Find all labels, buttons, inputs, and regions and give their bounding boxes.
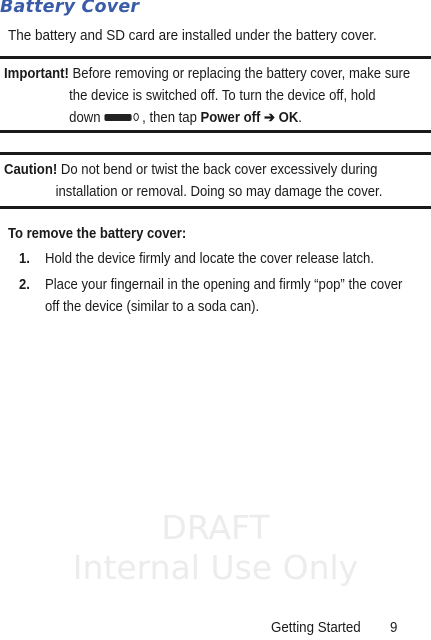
step-item bbox=[0, 274, 431, 318]
divider-mid-1 bbox=[0, 130, 431, 133]
draft-watermark bbox=[0, 508, 431, 588]
footer-page-number: 9 bbox=[390, 620, 398, 636]
footer-section: Getting Started bbox=[271, 620, 361, 636]
intro-paragraph: The battery and SD card are installed under the battery cover. bbox=[8, 28, 377, 44]
watermark-line-2: Internal Use Only bbox=[72, 548, 359, 587]
step-text: off the device (similar to a soda can). bbox=[45, 299, 260, 315]
arrow-symbol: ➔ bbox=[260, 110, 279, 126]
step-item bbox=[0, 248, 431, 270]
step-text: Place your fingernail in the opening and firmly “pop” the cover bbox=[45, 277, 403, 293]
important-line-2: the device is switched off. To turn the device off, hold bbox=[69, 88, 376, 104]
divider-bottom bbox=[0, 206, 431, 209]
important-label: Important! bbox=[4, 66, 69, 82]
period: . bbox=[298, 110, 302, 126]
important-line-1: Before removing or replacing the battery cover, make sure bbox=[68, 66, 411, 82]
procedure-heading: To remove the battery cover: bbox=[8, 226, 187, 242]
step-number: 2. bbox=[19, 277, 30, 293]
caution-label: Caution! bbox=[4, 162, 58, 178]
power-off-label: Power off bbox=[200, 110, 261, 126]
ok-label: OK bbox=[278, 110, 299, 126]
watermark-line-1: DRAFT bbox=[161, 508, 270, 547]
important-note bbox=[4, 63, 420, 129]
page-title: Battery Cover bbox=[0, 0, 140, 17]
divider-mid-2 bbox=[0, 152, 431, 155]
divider-top bbox=[0, 56, 431, 59]
caution-line-1: Do not bend or twist the back cover excessively during bbox=[57, 162, 378, 178]
caution-line-2: installation or removal. Doing so may damage the cover. bbox=[55, 184, 383, 200]
power-key-icon bbox=[104, 114, 131, 121]
caution-note bbox=[4, 159, 420, 203]
step-text: Hold the device firmly and locate the cover release latch. bbox=[45, 251, 374, 267]
important-line-3-start: down bbox=[69, 110, 101, 126]
power-key-dot-icon bbox=[133, 113, 138, 121]
step-number: 1. bbox=[19, 251, 30, 267]
procedure-steps bbox=[0, 248, 431, 322]
important-line-3-mid: , then tap bbox=[142, 110, 201, 126]
